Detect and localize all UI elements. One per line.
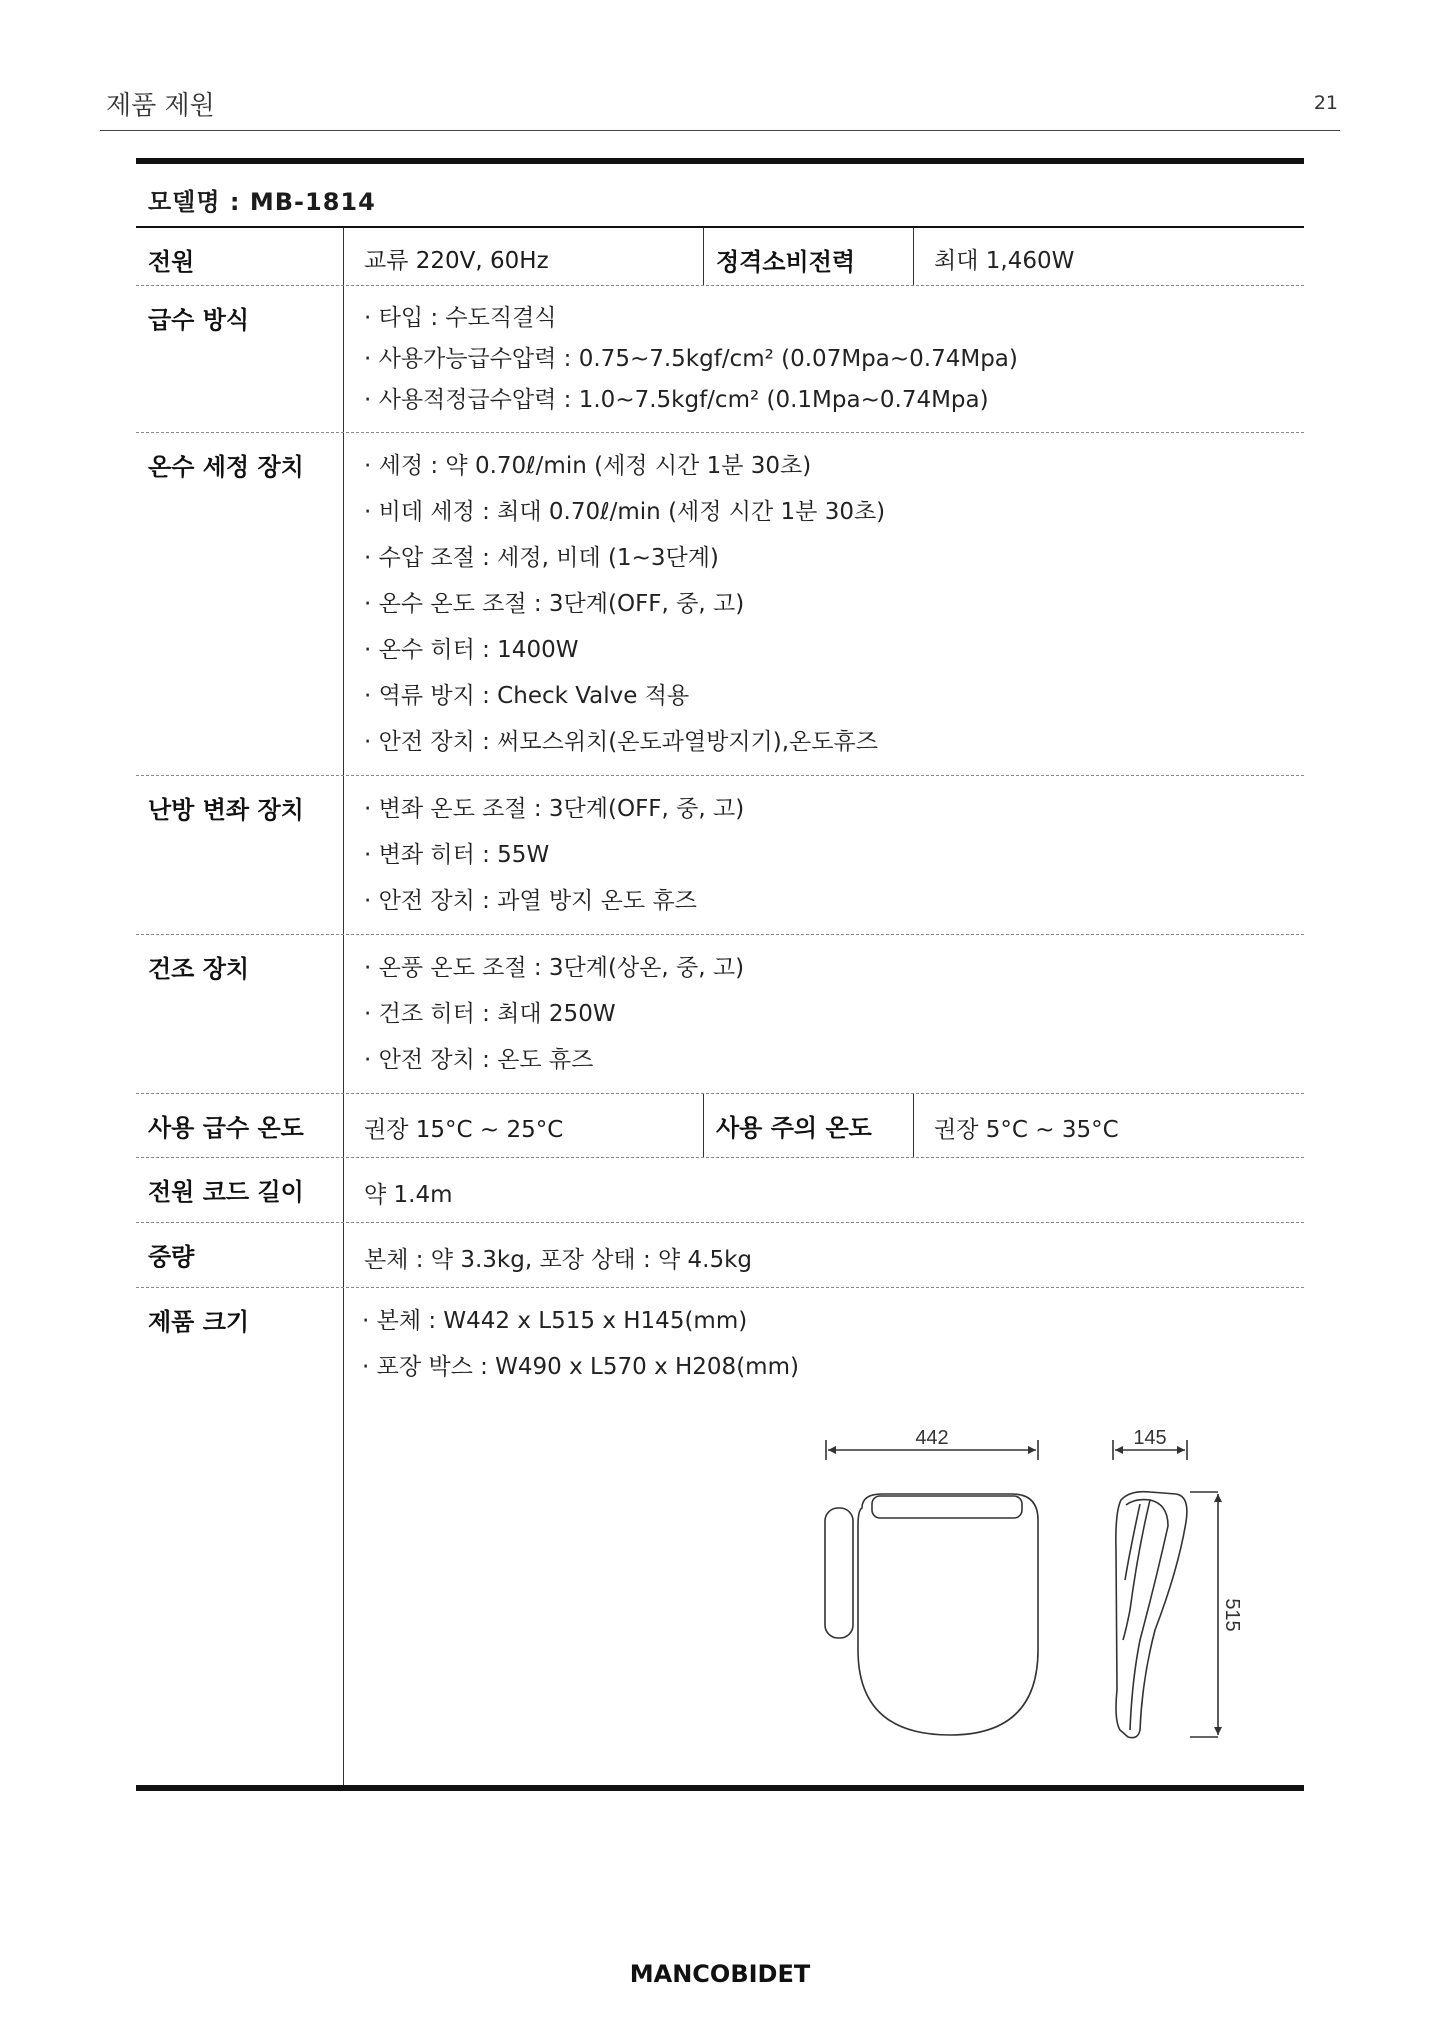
spec-row-water-supply [136, 286, 1304, 433]
value-cell [344, 1094, 704, 1157]
value-list [364, 443, 1304, 765]
list-item: · 타입 : 수도직결식 [364, 305, 557, 331]
row-value: 권장 15°C ~ 25°C [364, 1117, 564, 1143]
list-item: · 안전 장치 : 써모스위치(온도과열방지기),온도휴즈 [364, 729, 878, 755]
page-title: 제품 제원 [106, 91, 215, 121]
row-label: 전원 코드 길이 [136, 1158, 344, 1222]
value-cell [344, 433, 1304, 775]
row-value-secondary: 권장 5°C ~ 35°C [934, 1117, 1119, 1143]
row-value: 약 1.4m [364, 1182, 453, 1208]
row-label: 사용 급수 온도 [136, 1094, 344, 1157]
row-label: 전원 [136, 228, 344, 285]
list-item: · 사용가능급수압력 : 0.75~7.5kgf/cm² (0.07Mpa~0.74Mpa) [364, 346, 1018, 372]
length-dimension-label: 515 [1221, 1598, 1243, 1632]
spec-row-dryer [136, 935, 1304, 1094]
list-item: · 변좌 온도 조절 : 3단계(OFF, 중, 고) [364, 796, 745, 822]
list-item: · 안전 장치 : 온도 휴즈 [364, 1047, 594, 1073]
list-item: · 포장 박스 : W490 x L570 x H208(mm) [362, 1354, 799, 1380]
spec-row-power [136, 228, 1304, 286]
spec-row-weight [136, 1223, 1304, 1288]
value-list [362, 1298, 1304, 1390]
list-item: · 건조 히터 : 최대 250W [364, 1001, 616, 1027]
row-label: 중량 [136, 1223, 344, 1287]
bidet-dimension-drawing [790, 1427, 1250, 1750]
value-list [364, 298, 1304, 421]
row-label-secondary: 사용 주의 온도 [704, 1094, 914, 1157]
row-label: 제품 크기 [136, 1288, 344, 1785]
value-cell [344, 935, 1304, 1093]
row-label: 급수 방식 [136, 286, 344, 432]
list-item: · 비데 세정 : 최대 0.70ℓ/min (세정 시간 1분 30초) [364, 499, 886, 525]
spec-row-temperature [136, 1094, 1304, 1158]
width-dimension-label: 442 [915, 1427, 949, 1449]
list-item: · 변좌 히터 : 55W [364, 842, 550, 868]
list-item: · 본체 : W442 x L515 x H145(mm) [362, 1308, 748, 1334]
value-cell [344, 776, 1304, 934]
brand-name: MANCOBIDET [629, 1960, 811, 1988]
height-dimension-label: 145 [1133, 1427, 1167, 1449]
model-row [136, 164, 1304, 228]
model-name: 모델명 : MB-1814 [148, 188, 376, 216]
value-cell [344, 286, 1304, 432]
row-label: 온수 세정 장치 [136, 433, 344, 775]
value-list [364, 786, 1304, 924]
row-value: 교류 220V, 60Hz [364, 248, 549, 274]
page-number: 21 [1313, 92, 1338, 114]
value-cell [344, 228, 704, 285]
list-item: · 온풍 온도 조절 : 3단계(상온, 중, 고) [364, 955, 745, 981]
value-list [364, 945, 1304, 1083]
list-item: · 세정 : 약 0.70ℓ/min (세정 시간 1분 30초) [364, 453, 812, 479]
list-item: · 온수 히터 : 1400W [364, 637, 579, 663]
list-item: · 안전 장치 : 과열 방지 온도 휴즈 [364, 888, 697, 914]
spec-row-warm-wash [136, 433, 1304, 776]
list-item: · 수압 조절 : 세정, 비데 (1~3단계) [364, 545, 719, 571]
spec-row-cord [136, 1158, 1304, 1223]
row-value: 본체 : 약 3.3kg, 포장 상태 : 약 4.5kg [364, 1247, 753, 1273]
row-label: 건조 장치 [136, 935, 344, 1093]
spec-row-seat-heating [136, 776, 1304, 935]
page-header [100, 82, 1340, 131]
row-label: 난방 변좌 장치 [136, 776, 344, 934]
list-item: · 온수 온도 조절 : 3단계(OFF, 중, 고) [364, 591, 745, 617]
brand-logo [629, 1955, 811, 1991]
row-value-secondary: 최대 1,460W [934, 248, 1075, 274]
bottom-rule [136, 1785, 1304, 1791]
list-item: · 역류 방지 : Check Valve 적용 [364, 683, 690, 709]
list-item: · 사용적정급수압력 : 1.0~7.5kgf/cm² (0.1Mpa~0.74Mpa) [364, 387, 989, 413]
row-label-secondary: 정격소비전력 [704, 228, 914, 285]
